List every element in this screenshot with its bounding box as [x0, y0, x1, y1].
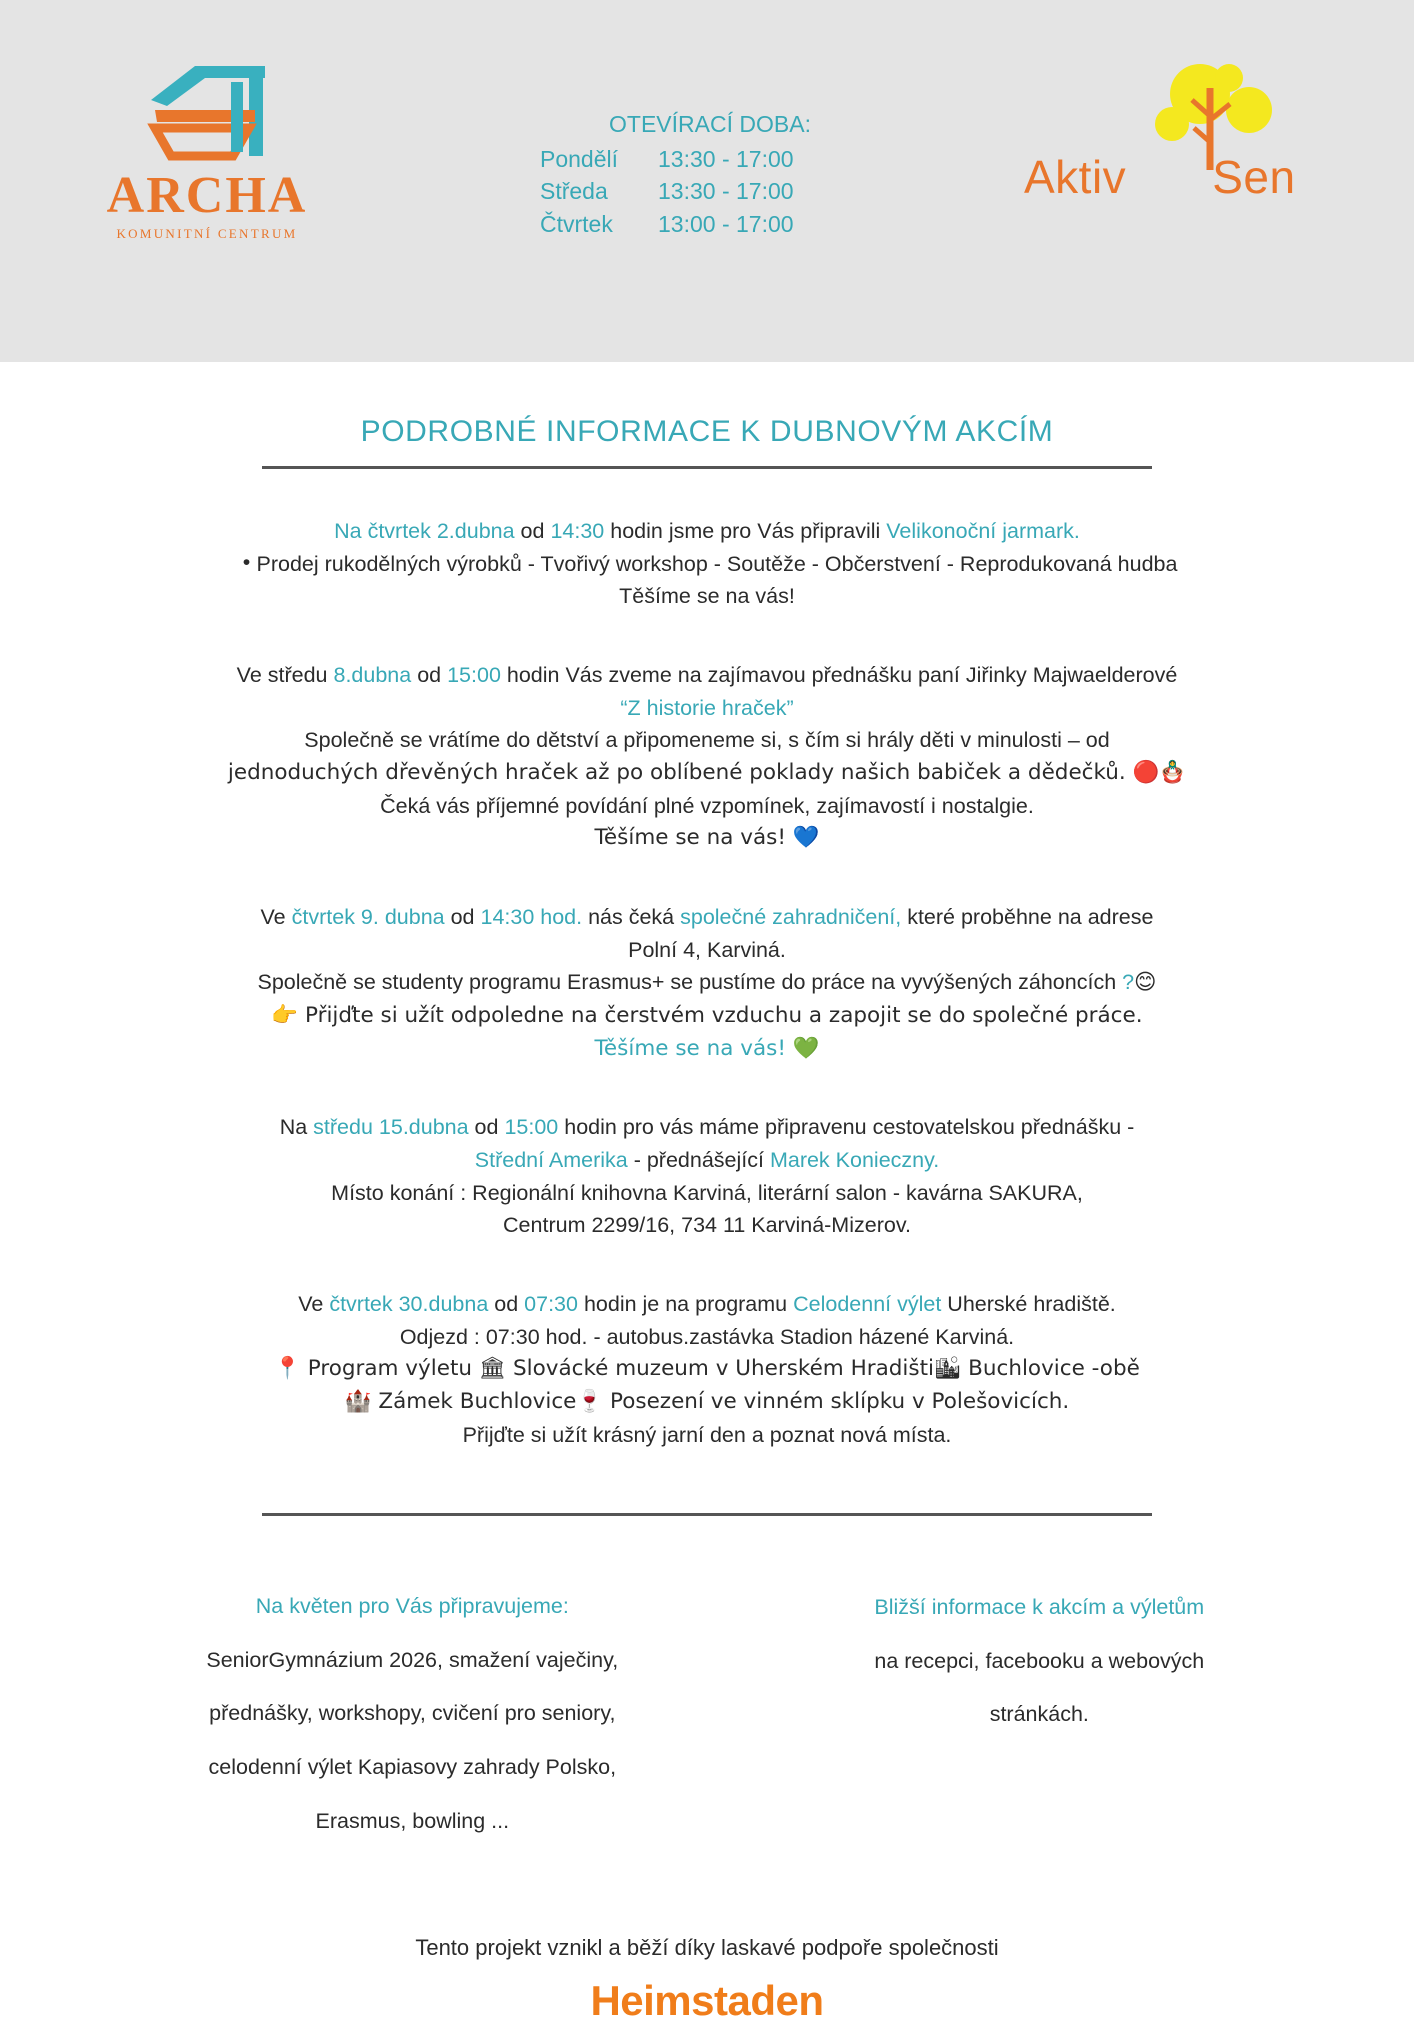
event-time: 15:00: [447, 663, 501, 688]
event-line: [80, 901, 1334, 934]
footer-note-line: Erasmus, bowling ...: [315, 1808, 510, 1833]
event-block-stredni-amerika: [80, 1111, 1334, 1242]
event-text: ?: [1122, 970, 1135, 995]
archa-logo: [62, 56, 352, 242]
event-line: Místo konání : Regionální knihovna Karviná, literární salon - kavárna SAKURA,: [331, 1180, 1083, 1205]
event-block-vylet: [80, 1288, 1334, 1451]
event-text: hodin pro vás máme připravenu cestovatelskou přednášku -: [558, 1115, 1135, 1140]
event-text: Ve středu: [236, 663, 334, 688]
archa-ark-icon: [137, 56, 277, 166]
event-line: [80, 1144, 1334, 1177]
smile-emoji-icon: 😊: [1134, 970, 1157, 996]
footer-note-line: SeniorGymnázium 2026, smažení vaječiny,: [206, 1647, 619, 1672]
event-date: čtvrtek 9. dubna: [291, 905, 445, 930]
event-time: 07:30: [524, 1292, 578, 1317]
event-date: středu 15.dubna: [313, 1115, 469, 1140]
footer-note-info: [745, 1568, 1334, 1858]
event-bullet-text: Prodej rukodělných výrobků - Tvořivý workshop - Soutěže - Občerstvení - Reprodukovaná hudba: [256, 551, 1178, 576]
event-line: jednoduchých dřevěných hraček až po oblíbené poklady našich babiček a dědečků. 🔴🪆: [227, 760, 1187, 786]
event-line: [80, 515, 1334, 548]
event-line: Těšíme se na vás! 💚: [594, 1035, 820, 1061]
section-divider: [262, 1513, 1152, 1516]
event-time: 14:30 hod.: [480, 905, 583, 930]
event-subtitle: “Z historie hraček”: [620, 695, 794, 720]
hours-day: Pondělí: [540, 145, 619, 172]
event-block-zahradniceni: [80, 901, 1334, 1065]
event-speaker: Marek Konieczny.: [769, 1148, 940, 1173]
event-time: 15:00: [504, 1115, 559, 1140]
bullet-icon: •: [242, 549, 251, 574]
event-date: čtvrtek 30.dubna: [329, 1292, 489, 1317]
footer-note-heading: Na květen pro Vás připravujeme:: [255, 1593, 569, 1618]
event-line: Polní 4, Karviná.: [628, 937, 786, 962]
footer-notes: [80, 1568, 1334, 1858]
event-time: 14:30: [550, 519, 605, 543]
event-text: od: [514, 519, 551, 543]
event-line: 🏰 Zámek Buchlovice🍷 Posezení ve vinném sklípku v Polešovicích.: [344, 1389, 1070, 1415]
event-text: hodin Vás zveme na zajímavou přednášku paní Jiřinky Majwaelderové: [500, 663, 1178, 688]
event-line: Centrum 2299/16, 734 11 Karviná-Mizerov.: [503, 1213, 911, 1238]
event-line: [80, 1111, 1334, 1144]
event-date: 8.dubna: [333, 663, 412, 688]
event-line: [80, 1288, 1334, 1321]
event-line: 📍 Program výletu 🏛 Slovácké muzeum v Uherském Hradišti🏙 Buchlovice -obě: [274, 1356, 1140, 1382]
event-text: Ve: [298, 1292, 330, 1317]
event-text: od: [444, 905, 481, 930]
footer-note-line: přednášky, workshopy, cvičení pro seniory,: [209, 1701, 616, 1726]
hours-time: 13:00 - 17:00: [658, 210, 794, 237]
footer-note-line: na recepci, facebooku a webových: [874, 1648, 1205, 1673]
event-line: Čeká vás příjemné povídání plné vzpomínek, zajímavostí i nostalgie.: [380, 793, 1034, 818]
event-name: Velikonoční jarmark.: [886, 519, 1080, 543]
event-line: Odjezd : 07:30 hod. - autobus.zastávka Stadion házené Karviná.: [399, 1324, 1015, 1349]
event-line: Těšíme se na vás!: [619, 584, 795, 609]
event-bullet-line: [80, 548, 1334, 581]
archa-wordmark: ARCHA: [106, 167, 308, 224]
footer-note-line: celodenní výlet Kapiasovy zahrady Polsko,: [208, 1755, 617, 1780]
hours-time: 13:30 - 17:00: [658, 145, 794, 172]
footer-note-heading: Bližší informace k akcím a výletům: [874, 1594, 1205, 1619]
event-text: od: [468, 1115, 505, 1140]
aktivsen-word-part2: Sen: [1212, 151, 1296, 203]
event-line: Těšíme se na vás! 💙: [594, 825, 820, 851]
event-text: - přednášející: [627, 1148, 770, 1173]
main-content: [0, 415, 1414, 2025]
hours-day: Středa: [540, 178, 608, 205]
hours-row: [540, 175, 880, 208]
event-date: Na čtvrtek 2.dubna: [334, 519, 515, 543]
hours-time: 13:30 - 17:00: [658, 178, 794, 205]
heimstaden-logo: Heimstaden: [590, 1976, 824, 2024]
event-text: Uherské hradiště.: [941, 1292, 1116, 1317]
event-line: 👉 Přijďte si užít odpoledne na čerstvém vzduchu a zapojit se do společné práce.: [271, 1003, 1143, 1029]
event-name: Střední Amerika: [474, 1148, 628, 1173]
event-line: Společně se vrátíme do dětství a připomeneme si, s čím si hrály děti v minulosti – od: [304, 728, 1110, 753]
event-text: od: [411, 663, 448, 688]
event-text: Na: [279, 1115, 314, 1140]
title-divider: [262, 466, 1152, 469]
aktivsen-logo: [1024, 58, 1354, 238]
opening-hours-title: OTEVÍRACÍ DOBA:: [609, 111, 811, 137]
event-line: [80, 966, 1334, 1000]
event-text: hodin je na programu: [577, 1292, 794, 1317]
event-text: Ve: [260, 905, 292, 930]
opening-hours: [540, 108, 880, 241]
aktivsen-wordmark: [1024, 150, 1354, 204]
header-band: [0, 0, 1414, 362]
event-name: Celodenní výlet: [793, 1292, 942, 1317]
hours-day: Čtvrtek: [540, 210, 613, 237]
aktivsen-word-part1: Aktiv: [1024, 151, 1127, 203]
archa-subtitle: KOMUNITNÍ CENTRUM: [116, 226, 298, 241]
event-line: [80, 659, 1334, 692]
event-text: hodin jsme pro Vás připravili: [604, 519, 887, 543]
hours-row: [540, 208, 880, 241]
event-block-jarmark: [80, 515, 1334, 613]
footer-note-upcoming: [80, 1568, 745, 1858]
event-text: Společně se studenty programu Erasmus+ se pustíme do práce na vyvýšených záhoncích: [257, 970, 1123, 995]
event-line: Přijďte si užít krásný jarní den a poznat nová místa.: [462, 1422, 952, 1447]
event-text: nás čeká: [582, 905, 681, 930]
hours-row: [540, 143, 880, 176]
event-text: od: [488, 1292, 525, 1317]
event-block-hracky: [80, 659, 1334, 855]
event-text: které proběhne na adrese: [901, 905, 1154, 930]
event-name: společné zahradničení,: [680, 905, 902, 930]
sponsor-text: Tento projekt vznikl a běží díky laskavé podpoře společnosti: [415, 1934, 999, 1960]
footer-note-line: stránkách.: [989, 1702, 1089, 1727]
page-title: PODROBNÉ INFORMACE K DUBNOVÝM AKCÍM: [360, 415, 1054, 448]
